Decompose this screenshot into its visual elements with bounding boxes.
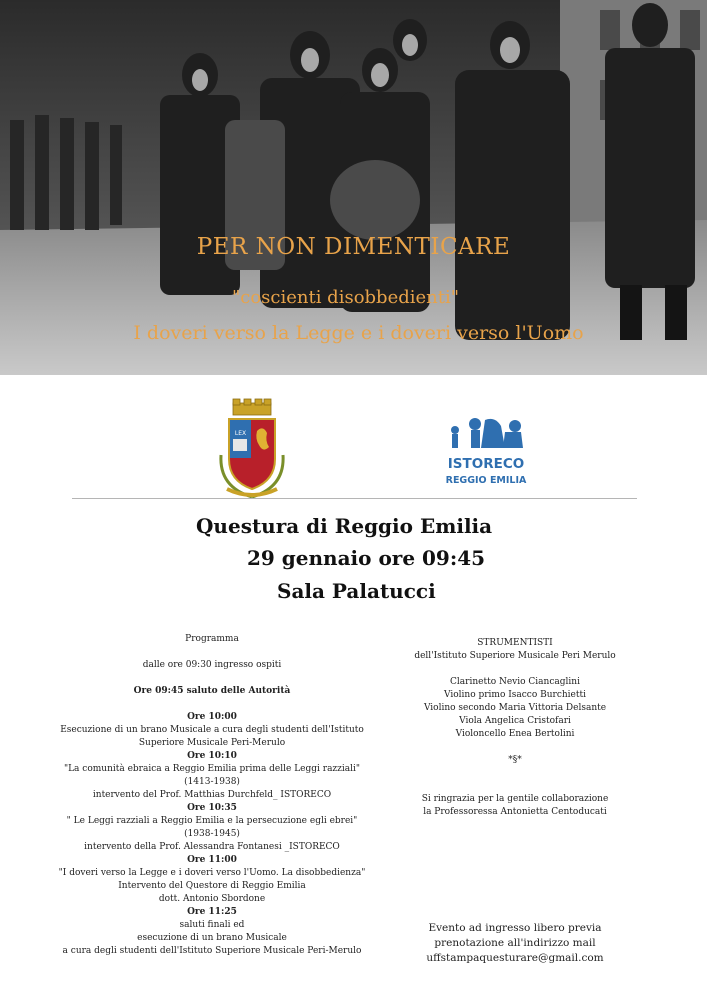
- programma-item-line: (1938-1945): [184, 829, 240, 839]
- hero-title: PER NON DIMENTICARE: [196, 234, 511, 260]
- strumentisti-player: Viola Angelica Cristofari: [459, 716, 571, 726]
- programma-saluto: Ore 09:45 saluto delle Autorità: [133, 686, 291, 696]
- section-divider: [72, 498, 637, 499]
- strumentisti-player: Violino secondo Maria Vittoria Delsante: [423, 703, 607, 713]
- programma-item-line: saluti finali ed: [179, 920, 245, 930]
- thanks-line-1: Si ringrazia per la gentile collaborazione: [421, 794, 609, 804]
- programma-arrival: dalle ore 09:30 ingresso ospiti: [142, 660, 282, 670]
- programma-item-line: esecuzione di un brano Musicale: [137, 933, 287, 943]
- programma-item-line: Esecuzione di un brano Musicale a cura degli studenti dell'Istituto: [60, 725, 364, 735]
- programma-item-time: Ore 10:00: [187, 712, 237, 722]
- event-venue: Questura di Reggio Emilia: [196, 514, 493, 538]
- hero-photo-scene: [0, 0, 707, 375]
- programma-item-line: (1413-1938): [184, 777, 240, 787]
- crest-motto: LEX: [234, 430, 247, 437]
- programma-item-time: Ore 10:35: [187, 803, 237, 813]
- programma-item-line: " Le Leggi razziali a Reggio Emilia e la persecuzione egli ebrei": [66, 816, 358, 826]
- booking-line-1: Evento ad ingresso libero previa: [428, 922, 602, 934]
- programma-item-line: "I doveri verso la Legge e i doveri verso l'Uomo. La disobbedienza": [58, 868, 366, 878]
- programma-item-time: Ore 11:00: [187, 855, 237, 865]
- strumentisti-player: Clarinetto Nevio Ciancaglini: [450, 677, 580, 687]
- programma-item-time: Ore 11:25: [187, 907, 237, 917]
- hero-subtitle: "coscienti disobbedienti": [231, 287, 460, 308]
- programma-item-time: Ore 10:10: [187, 751, 237, 761]
- programma-item-line: intervento del Prof. Matthias Durchfeld_ ISTORECO: [92, 790, 332, 800]
- event-date-time: 29 gennaio ore 09:45: [247, 546, 486, 570]
- booking-info: [410, 921, 620, 966]
- thanks-line-2: la Professoressa Antonietta Centoducati: [423, 807, 607, 817]
- polizia-crest-logo: [209, 397, 295, 501]
- programma-item-line: dott. Antonio Sbordone: [158, 894, 266, 904]
- strumentisti-subtitle: dell'Istituto Superiore Musicale Peri Merulo: [414, 651, 616, 661]
- strumentisti-player: Violino primo Isacco Burchietti: [444, 690, 586, 700]
- strumentisti-player: Violoncello Enea Bertolini: [455, 729, 575, 739]
- programma-column: [52, 633, 372, 958]
- programma-item-line: a cura degli studenti dell'Istituto Superiore Musicale Peri-Merulo: [62, 946, 362, 956]
- istoreco-city: REGGIO EMILIA: [445, 475, 527, 486]
- istoreco-logo: [445, 416, 527, 488]
- booking-email[interactable]: uffstampaquesturare@gmail.com: [426, 952, 604, 964]
- strumentisti-separator: *§*: [508, 755, 522, 765]
- hero-photo: [0, 0, 707, 375]
- strumentisti-column: [395, 637, 635, 819]
- strumentisti-title: STRUMENTISTI: [477, 638, 553, 648]
- event-room: Sala Palatucci: [277, 579, 436, 603]
- programma-item-line: "La comunità ebraica a Reggio Emilia prima delle Leggi razziali": [63, 764, 361, 774]
- programma-title: Programma: [185, 634, 239, 644]
- booking-line-2: prenotazione all'indirizzo mail: [434, 937, 596, 949]
- programma-item-line: intervento della Prof. Alessandra Fontanesi _ISTORECO: [84, 842, 340, 852]
- programma-item-line: Superiore Musicale Peri-Merulo: [138, 738, 286, 748]
- hero-tagline: I doveri verso la Legge e i doveri verso l'Uomo: [133, 322, 584, 344]
- istoreco-name: ISTORECO: [447, 456, 525, 472]
- programma-item-line: Intervento del Questore di Reggio Emilia: [118, 881, 306, 891]
